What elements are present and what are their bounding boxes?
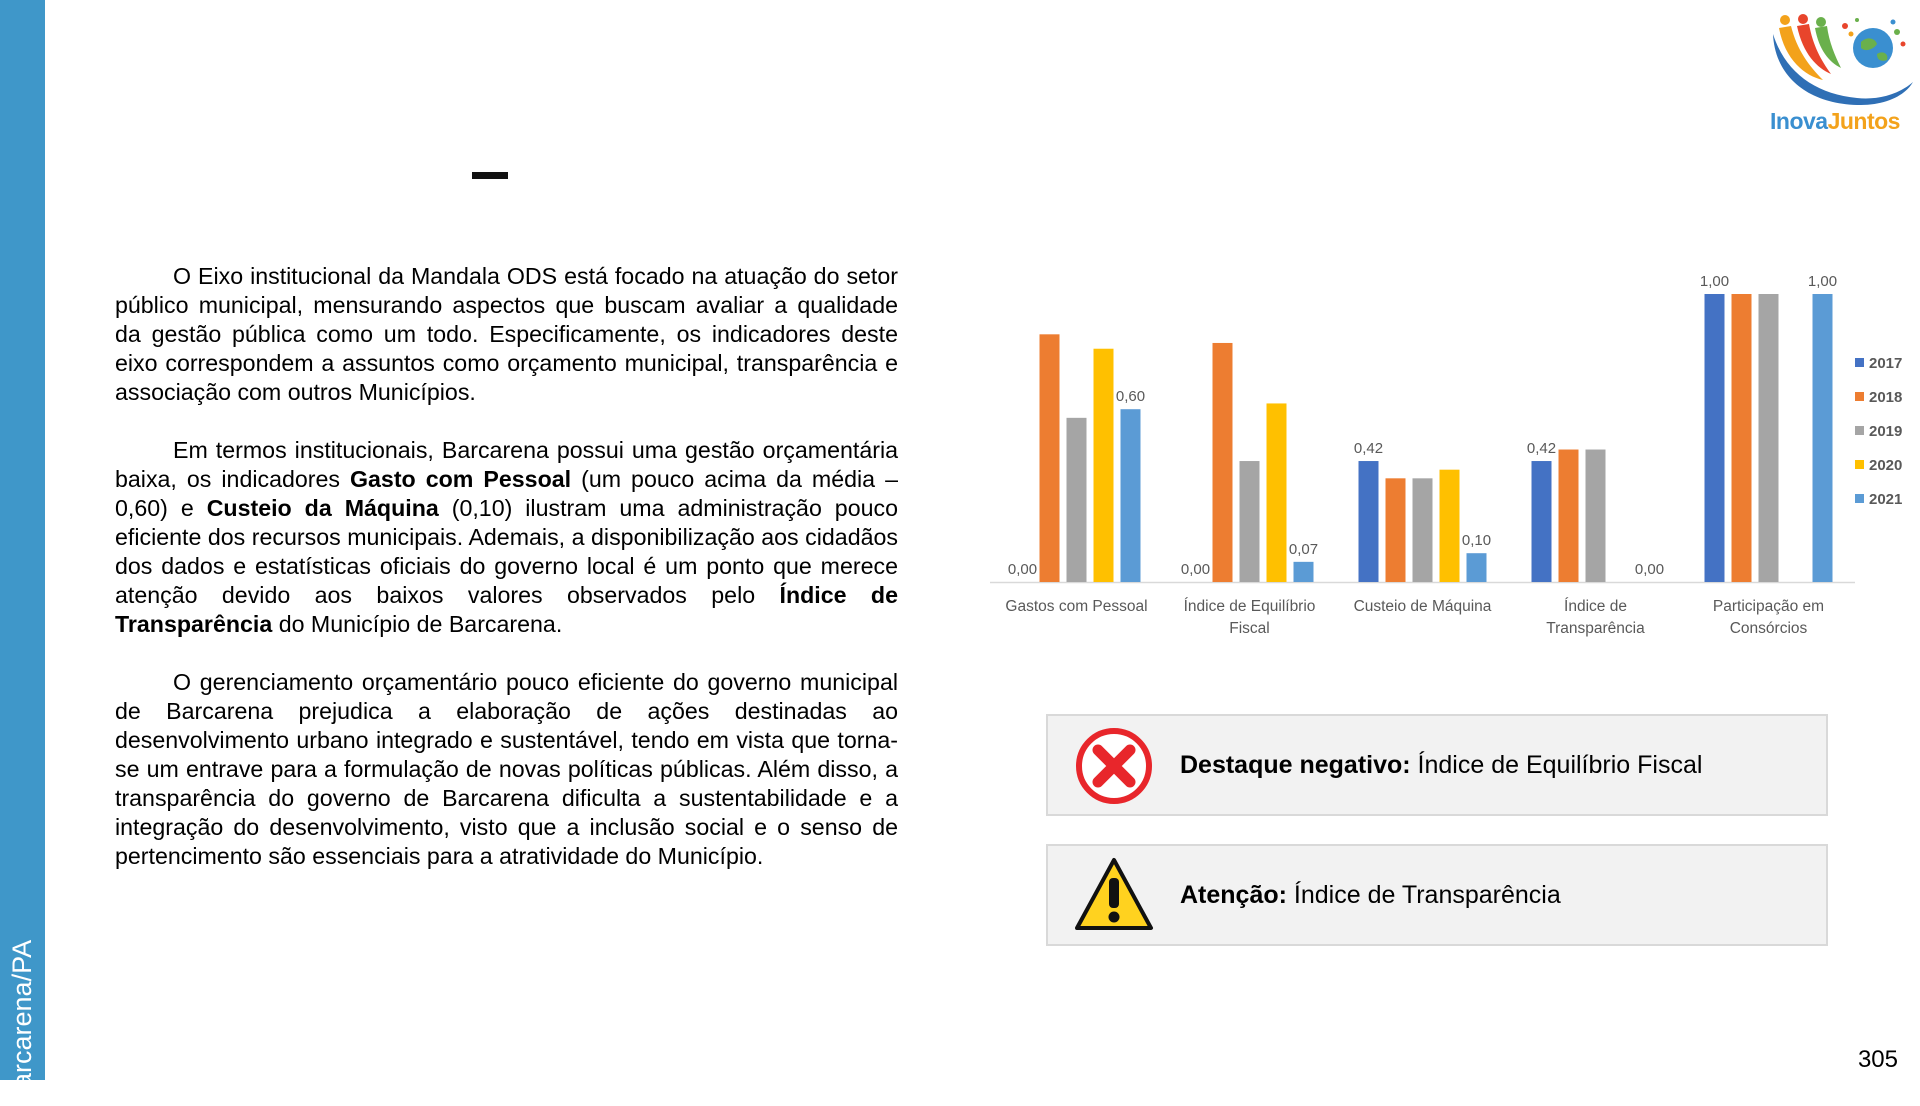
attention-callout [1046, 844, 1828, 946]
category-label: Consórcios [1729, 620, 1808, 637]
bar-2018 [1559, 450, 1579, 582]
highlighted-term: Custeio da Máquina [206, 495, 439, 521]
page-title [472, 172, 508, 179]
bar-2021 [1467, 553, 1487, 582]
body-paragraph [115, 262, 898, 407]
paragraph-text: (0,10) ilustram uma administração pouco eficiente dos recursos municipais. Ademais, a disponibilização aos cidadãos dos dados e estatísticas oficiais do governo local é um ponto que merece atenção devido aos baixos valores observados pelo [115, 495, 898, 608]
category-label: Fiscal [1229, 620, 1270, 637]
category-label: Índice de Equilíbrio [1183, 598, 1316, 615]
category-label: Participação em [1712, 598, 1825, 615]
data-label: 0,42 [1353, 440, 1384, 458]
paragraph-text: (um pouco acima da média – 0,60) e [115, 466, 898, 521]
negative-highlight-callout [1046, 714, 1828, 816]
legend-swatch [1855, 358, 1864, 367]
bar-2018 [1732, 294, 1752, 582]
bar-2017 [1359, 461, 1379, 582]
page-number: 305 [1857, 1046, 1898, 1073]
institutional-axis-bar-chart [975, 262, 1910, 642]
sidebar [0, 0, 45, 1106]
legend-entry: 2017 [1869, 355, 1903, 372]
bar-2021 [1294, 562, 1314, 582]
bar-2019 [1067, 418, 1087, 582]
negative-highlight-text: Destaque negativo: Índice de Equilíbrio Fiscal [1180, 751, 1703, 779]
bar-2019 [1413, 478, 1433, 582]
legend-entry: 2021 [1869, 491, 1903, 508]
body-paragraph [115, 436, 898, 639]
bar-2018 [1386, 478, 1406, 582]
bar-2019 [1586, 450, 1606, 582]
legend-entry: 2020 [1869, 457, 1903, 474]
bar-2017 [1705, 294, 1725, 582]
data-label: 1,00 [1807, 273, 1838, 290]
attention-text: Atenção: Índice de Transparência [1180, 881, 1561, 909]
data-label: 0,10 [1461, 532, 1492, 550]
legend-swatch [1855, 494, 1864, 503]
bar-2018 [1040, 334, 1060, 582]
data-label: 1,00 [1699, 273, 1730, 290]
data-label: 0,00 [1180, 561, 1211, 578]
bar-2020 [1094, 349, 1114, 582]
legend-entry: 2018 [1869, 389, 1903, 406]
legend-swatch [1855, 460, 1864, 469]
bar-2021 [1121, 409, 1141, 582]
bar-2019 [1759, 294, 1779, 582]
data-label: 0,07 [1288, 540, 1319, 558]
bar-2018 [1213, 343, 1233, 582]
paragraph-text: Em termos institucionais, Barcarena possui uma gestão orçamentária baixa, os indicadores [115, 437, 898, 492]
paragraph-text: do Município de Barcarena. [272, 611, 563, 637]
body-paragraph [115, 668, 898, 871]
bar-2019 [1240, 461, 1260, 582]
data-label: 0,00 [1007, 561, 1038, 578]
category-label: Índice de [1564, 598, 1627, 615]
legend-swatch [1855, 392, 1864, 401]
bar-2020 [1267, 403, 1287, 582]
logo-text: InovaJuntos [1770, 108, 1900, 134]
paragraph-text: O Eixo institucional da Mandala ODS está focado na atuação do setor público municipal, mensurando aspectos que buscam avaliar a qualidade da gestão pública como um todo. Especificamente, os indicadores deste eixo correspondem a assuntos como orçamento municipal, transparência e associação com outros Municípios. [115, 263, 898, 405]
legend-swatch [1855, 426, 1864, 435]
body-text [115, 262, 898, 900]
data-label: 0,42 [1526, 440, 1557, 458]
category-label: Gastos com Pessoal [1005, 598, 1148, 615]
legend-entry: 2019 [1869, 423, 1903, 440]
highlighted-term: Índice de Transparência [115, 582, 898, 637]
data-label: 0,60 [1115, 388, 1146, 406]
bar-2020 [1440, 470, 1460, 582]
bar-2021 [1813, 294, 1833, 582]
error-x-icon [1074, 726, 1154, 806]
category-label: Transparência [1546, 620, 1645, 637]
location-label: Barcarena/PA [7, 939, 37, 1106]
category-label: Custeio de Máquina [1353, 598, 1492, 615]
highlighted-term: Gasto com Pessoal [350, 466, 572, 492]
paragraph-text: O gerenciamento orçamentário pouco eficiente do governo municipal de Barcarena prejudica a elaboração de ações destinadas ao desenvolvimento urbano integrado e sustentável, tendo em vista que torna-se um entrave para a formulação de novas políticas públicas. Além disso, a transparência do governo de Barcarena dificulta a sustentabilidade e a integração do desenvolvimento, visto que a inclusão social e o senso de pertencimento são essenciais para a atratividade do Município. [115, 669, 898, 869]
bar-2017 [1532, 461, 1552, 582]
warning-triangle-icon [1074, 856, 1154, 936]
data-label: 0,00 [1634, 561, 1665, 578]
